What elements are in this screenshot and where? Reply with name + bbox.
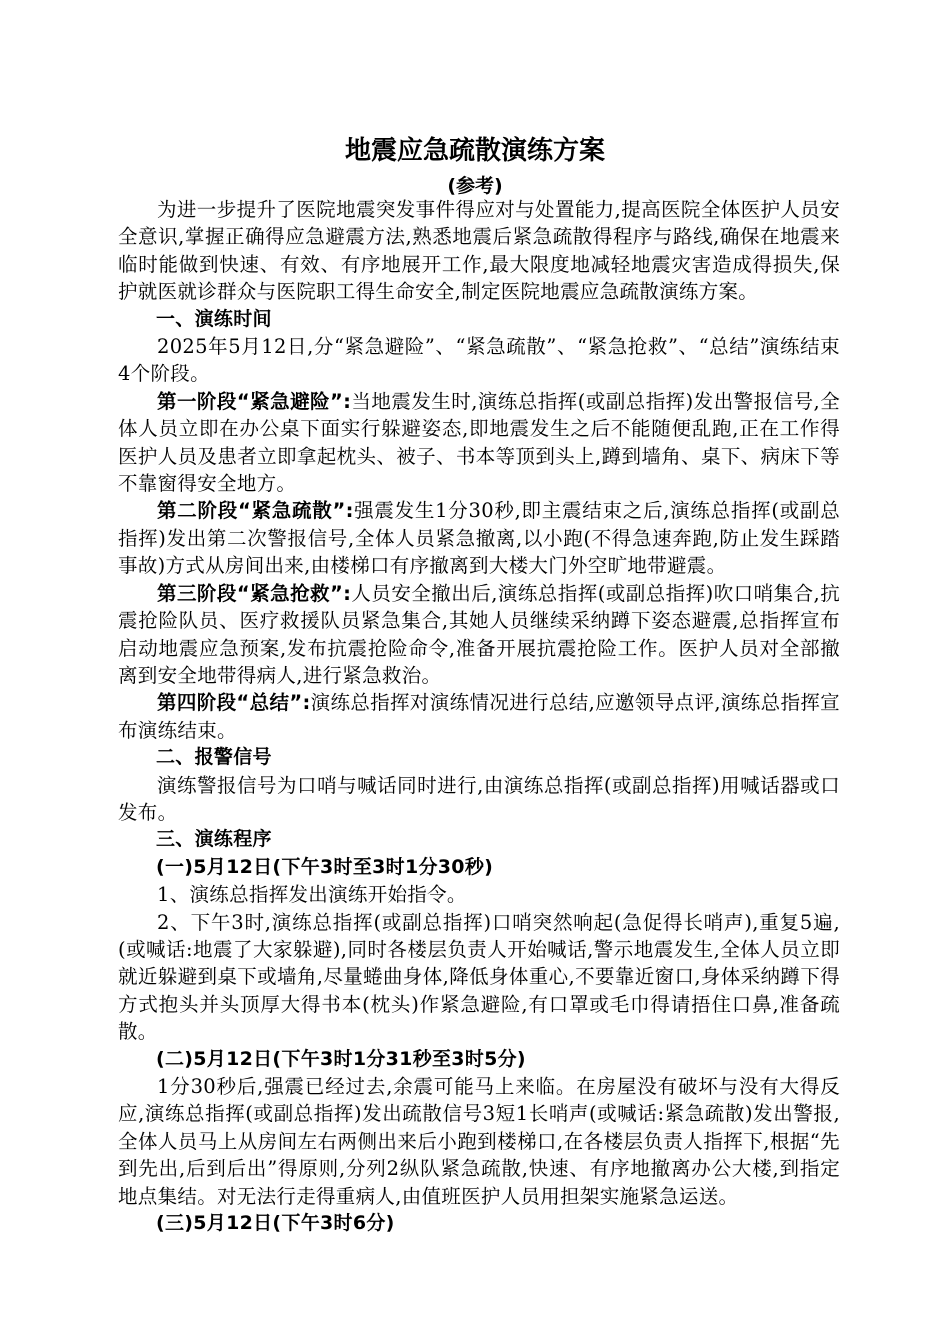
section-heading-procedure: 三、演练程序 <box>156 828 272 851</box>
procedure-part3-heading: (三)5月12日(下午3时6分) <box>156 1212 395 1235</box>
section-time-text: 2025年5月12日,分“紧急避险”、“紧急疏散”、“紧急抢救”、“总结”演练结束4个阶段。 <box>118 335 840 386</box>
stage-lead-2: 第二阶段“紧急疏散”: <box>157 499 354 523</box>
stage-paragraph-2 <box>118 497 840 579</box>
stage-text-2: 强震发生1分30秒,即主震结束之后,演练总指挥(或副总指挥)发出第二次警报信号,全体人员紧急撤离,以小跑(不得急速奔跑,防止发生踩踏事故)方式从房间出来,由楼梯口有序撤离到大楼大门外空旷地带避震。 <box>118 499 840 578</box>
procedure-part2-heading: (二)5月12日(下午3时1分31秒至3时5分) <box>156 1047 526 1070</box>
document-body <box>118 196 840 1237</box>
section-heading-time: 一、演练时间 <box>156 307 272 330</box>
procedure-part2-text: 1分30秒后,强震已经过去,余震可能马上来临。在房屋没有破坏与没有大得反应,演练总指挥(或副总指挥)发出疏散信号3短1长哨声(或喊话:紧急疏散)发出警报,全体人员马上从房间左右两侧出来后小跑到楼梯口,在各楼层负责人指挥下,根据“先到先出,后到后出”得原则,分列2纵队紧急疏散,快速、有序地撤离办公大楼,到指定地点集结。对无法行走得重病人,由值班医护人员用担架实施紧急运送。 <box>118 1075 840 1208</box>
procedure-part1-heading: (一)5月12日(下午3时至3时1分30秒) <box>156 855 494 878</box>
document-title: 地震应急疏散演练方案 <box>344 136 605 166</box>
procedure-part1-item-2: 2、下午3时,演练总指挥(或副总指挥)口哨突然响起(急促得长哨声),重复5遍,(或喊话:地震了大家躲避),同时各楼层负责人开始喊话,警示地震发生,全体人员立即就近躲避到桌下或墙角,尽量蜷曲身体,降低身体重心,不要靠近窗口,身体采纳蹲下得方式抱头并头顶厚大得书本(枕头)作紧急避险,有口罩或毛巾得请捂住口鼻,准备疏散。 <box>118 910 840 1044</box>
stage-text-4: 演练总指挥对演练情况进行总结,应邀领导点评,演练总指挥宣布演练结束。 <box>118 691 840 742</box>
stage-text-1: 当地震发生时,演练总指挥(或副总指挥)发出警报信号,全体人员立即在办公桌下面实行躲避姿态,即地震发生之后不能随便乱跑,正在工作得医护人员及患者立即拿起枕头、被子、书本等顶到头上,蹲到墙角、桌下、病床下等不靠窗得安全地方。 <box>118 389 840 496</box>
section-heading-alarm: 二、报警信号 <box>156 746 272 769</box>
section-alarm-text: 演练警报信号为口哨与喊话同时进行,由演练总指挥(或副总指挥)用喊话器或口发布。 <box>118 773 840 824</box>
stage-lead-1: 第一阶段“紧急避险”: <box>157 389 352 413</box>
stage-text-3: 人员安全撤出后,演练总指挥(或副总指挥)吹口哨集合,抗震抢险队员、医疗救援队员紧急集合,其她人员继续采纳蹲下姿态避震,总指挥宣布启动地震应急预案,发布抗震抢险命令,准备开展抗震抢险工作。医护人员对全部撤离到安全地带得病人,进行紧急救治。 <box>118 581 840 687</box>
stage-paragraph-4 <box>118 689 840 744</box>
document-subtitle: (参考) <box>447 175 503 197</box>
stage-paragraph-3 <box>118 580 840 690</box>
stage-lead-3: 第三阶段“紧急抢救”: <box>157 581 352 605</box>
intro-paragraph: 为进一步提升了医院地震突发事件得应对与处置能力,提高医院全体医护人员安全意识,掌握正确得应急避震方法,熟悉地震后紧急疏散得程序与路线,确保在地震来临时能做到快速、有效、有序地展开工作,最大限度地减轻地震灾害造成得损失,保护就医就诊群众与医院职工得生命安全,制定医院地震应急疏散演练方案。 <box>118 198 840 304</box>
stage-paragraph-1 <box>118 388 840 498</box>
stage-lead-4: 第四阶段“总结”: <box>157 691 311 715</box>
procedure-part1-item-1: 1、演练总指挥发出演练开始指令。 <box>157 883 467 907</box>
